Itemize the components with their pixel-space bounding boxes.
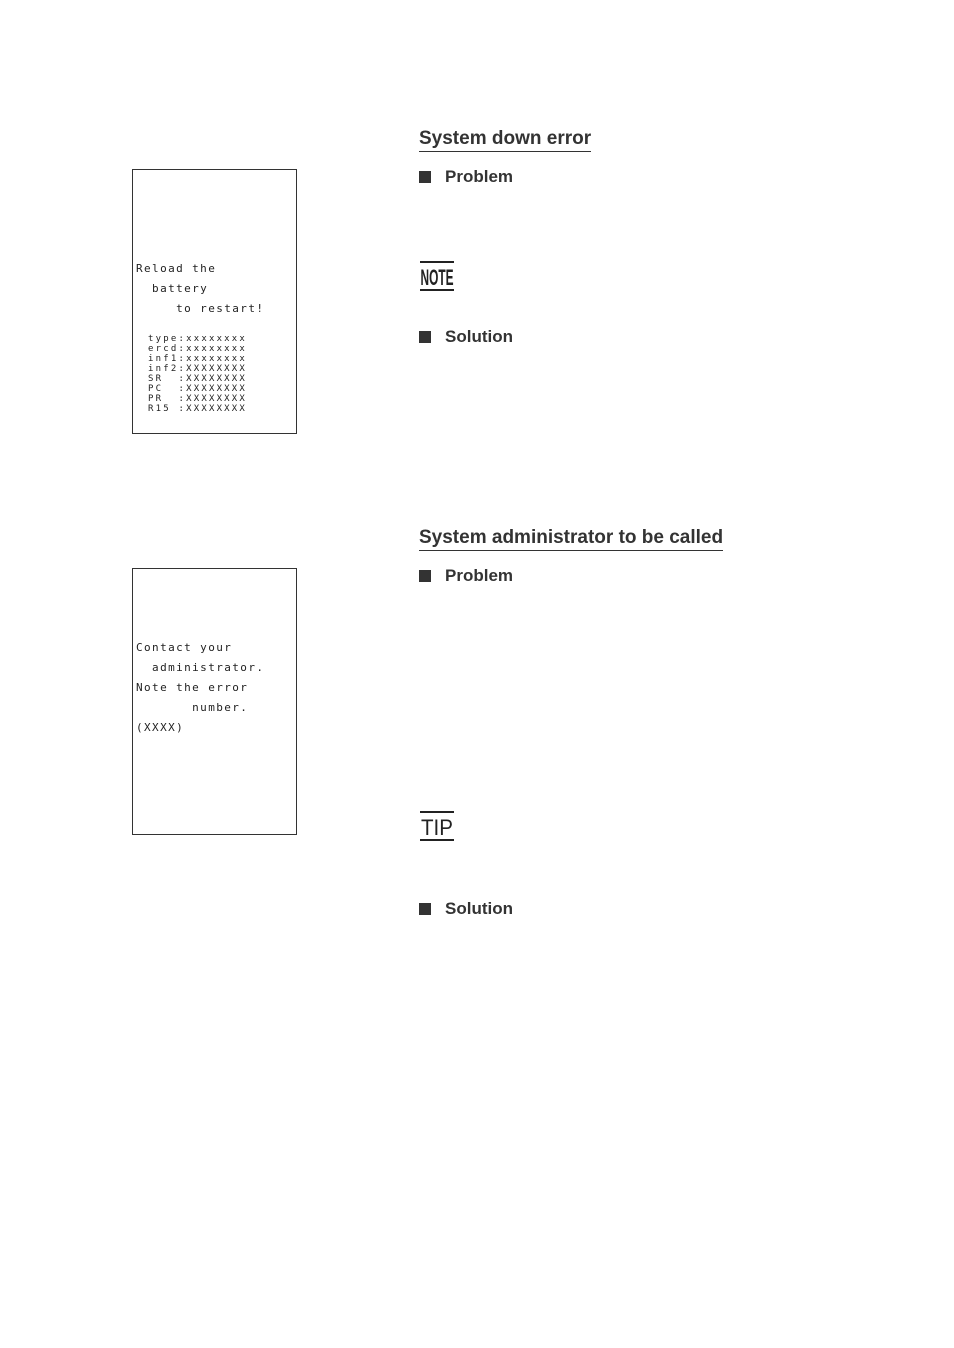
bullet-square-icon — [419, 331, 431, 343]
screen-dump-line: ercd:xxxxxxxx — [148, 344, 248, 354]
problem-label: Problem — [445, 566, 514, 585]
screen-dump-line: R15 :XXXXXXXX — [148, 404, 248, 414]
screen-message-line: number. — [136, 701, 249, 714]
section-title-call-admin: System administrator to be called — [419, 527, 723, 551]
tip-icon-label: TIP — [421, 815, 453, 840]
screen-message-line: to restart! — [136, 302, 265, 315]
screen-message-line: Note the error — [136, 681, 249, 694]
bullet-square-icon — [419, 570, 431, 582]
section-title-system-down: System down error — [419, 128, 591, 152]
screen-dump-line: type:xxxxxxxx — [148, 334, 248, 344]
screen-message-line: administrator. — [136, 661, 265, 674]
screen-dump-line: inf1:xxxxxxxx — [148, 354, 248, 364]
screen-dump-line: PR :XXXXXXXX — [148, 394, 248, 404]
screen-message-line: Contact your — [136, 641, 233, 654]
problem-label: Problem — [445, 167, 514, 186]
screen-dump-line: inf2:XXXXXXXX — [148, 364, 248, 374]
problem-heading — [419, 167, 513, 187]
lcd-screen-system-down — [132, 169, 297, 434]
screen-message-line: battery — [136, 282, 209, 295]
solution-heading — [419, 327, 513, 347]
solution-heading — [419, 899, 513, 919]
problem-heading — [419, 566, 513, 586]
screen-dump-line: SR :XXXXXXXX — [148, 374, 248, 384]
screen-message-line: (XXXX) — [136, 721, 185, 734]
solution-label: Solution — [445, 327, 513, 346]
note-icon — [419, 259, 455, 293]
tip-icon — [419, 809, 455, 843]
screen-dump-line: PC :XXXXXXXX — [148, 384, 248, 394]
bullet-square-icon — [419, 903, 431, 915]
bullet-square-icon — [419, 171, 431, 183]
solution-label: Solution — [445, 899, 513, 918]
note-icon-label: NOTE — [420, 265, 454, 290]
lcd-screen-call-admin — [132, 568, 297, 835]
screen-message-line: Reload the — [136, 262, 217, 275]
